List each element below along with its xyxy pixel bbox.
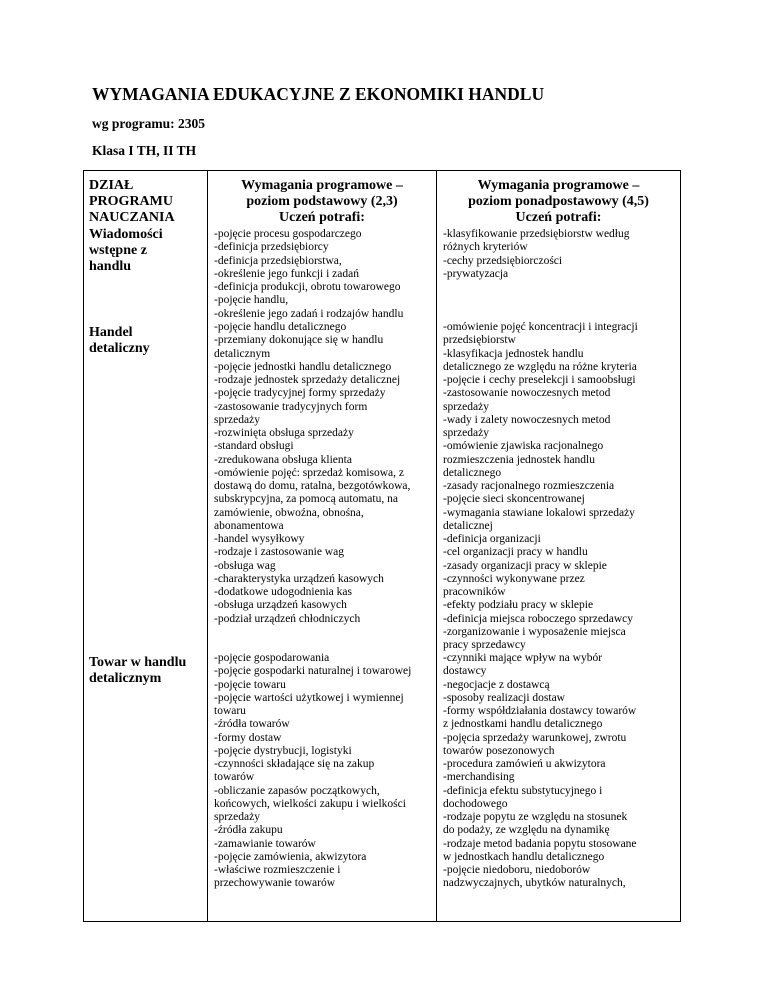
table-border-left bbox=[83, 170, 84, 922]
header-section-column: DZIAŁ PROGRAMU NAUCZANIA bbox=[89, 178, 175, 225]
table-border-bottom bbox=[83, 921, 681, 922]
requirement-item: -cel organizacji pracy w handlu bbox=[443, 546, 588, 559]
requirement-item: -standard obsługi bbox=[214, 440, 294, 453]
requirement-item: -pojęcie towaru bbox=[214, 678, 286, 691]
requirement-item: towarów posezonowych bbox=[443, 744, 555, 757]
requirement-item: -pojęcie tradycyjnej formy sprzedaży bbox=[214, 387, 386, 400]
requirement-item: towaru bbox=[214, 705, 246, 717]
requirement-item: -sposoby realizacji dostaw bbox=[443, 691, 565, 704]
requirement-item: sprzedaży bbox=[214, 413, 260, 426]
requirement-item: -zastosowanie nowoczesnych metod bbox=[443, 387, 611, 400]
basic-requirements-list bbox=[214, 652, 411, 891]
requirement-item: -obliczanie zapasów początkowych, bbox=[214, 784, 380, 797]
table-divider-col2 bbox=[436, 170, 437, 922]
requirement-item: -czynności wykonywane przez bbox=[443, 572, 585, 585]
requirement-item: -merchandising bbox=[443, 771, 515, 784]
table-divider-col1 bbox=[207, 170, 208, 922]
requirement-item: -definicja miejsca roboczego sprzedawcy bbox=[443, 612, 633, 625]
requirement-item: -źródła towarów bbox=[214, 718, 290, 731]
requirement-item: detalicznego ze względu na różne kryteria bbox=[443, 360, 637, 373]
requirement-item: przedsiębiorstw bbox=[443, 334, 516, 347]
requirement-item: -pojęcie procesu gospodarczego bbox=[214, 228, 362, 240]
advanced-requirements-list bbox=[443, 228, 630, 281]
requirement-item: -obsługa wag bbox=[214, 559, 276, 572]
requirement-item: -zorganizowanie i wyposażenie miejsca bbox=[443, 625, 626, 638]
requirement-item: zamówienie, obwoźna, obnośna, bbox=[214, 506, 364, 519]
requirement-item: -pojęcie gospodarki naturalnej i towarowej bbox=[214, 665, 412, 678]
requirement-item: sprzedaży bbox=[443, 400, 489, 413]
requirement-item: -rozwinięta obsługa sprzedaży bbox=[214, 427, 354, 439]
basic-requirements-list bbox=[214, 321, 410, 626]
header-basic-level: Wymagania programowe – poziom podstawowy (2,3) Uczeń potrafi: bbox=[241, 178, 403, 225]
requirement-item: -charakterystyka urządzeń kasowych bbox=[214, 572, 384, 585]
requirement-item: -właściwe rozmieszczenie i bbox=[214, 864, 341, 876]
requirement-item: -definicja organizacji bbox=[443, 533, 541, 545]
requirement-item: -przemiany dokonujące się w handlu bbox=[214, 334, 384, 347]
requirement-item: -określenie jego funkcji i zadań bbox=[214, 267, 359, 280]
requirement-item: -negocjacje z dostawcą bbox=[443, 678, 550, 691]
requirement-item: -podział urządzeń chłodniczych bbox=[214, 612, 361, 625]
requirement-item: -wymagania stawiane lokalowi sprzedaży bbox=[443, 506, 635, 519]
requirement-item: detalicznej bbox=[443, 519, 493, 532]
requirement-item: -cechy przedsiębiorczości bbox=[443, 254, 563, 267]
table-border-top bbox=[83, 170, 681, 171]
requirement-item: abonamentowa bbox=[214, 519, 284, 532]
requirement-item: dochodowego bbox=[443, 797, 508, 810]
requirement-item: -klasyfikowanie przedsiębiorstw według bbox=[443, 228, 630, 240]
requirement-item: końcowych, wielkości zakupu i wielkości bbox=[214, 797, 406, 810]
requirement-item: -definicja przedsiębiorstwa, bbox=[214, 254, 342, 267]
requirement-item: -dodatkowe udogodnienia kas bbox=[214, 586, 352, 598]
requirement-item: sprzedaży bbox=[443, 427, 489, 439]
requirement-item: -formy współdziałania dostawcy towarów bbox=[443, 705, 637, 717]
requirement-item: -źródła zakupu bbox=[214, 824, 283, 837]
requirement-item: -zredukowana obsługa klienta bbox=[214, 453, 352, 466]
requirement-item: różnych kryteriów bbox=[443, 241, 528, 254]
requirement-item: -zastosowanie tradycyjnych form bbox=[214, 400, 368, 413]
requirement-item: sprzedaży bbox=[214, 811, 260, 823]
requirement-item: -wady i zalety nowoczesnych metod bbox=[443, 413, 611, 426]
requirement-item: -definicja efektu substytucyjnego i bbox=[443, 784, 603, 797]
requirement-item: -czynniki mające wpływ na wybór bbox=[443, 652, 603, 664]
requirement-item: z jednostkami handlu detalicznego bbox=[443, 718, 603, 731]
requirement-item: -określenie jego zadań i rodzajów handlu bbox=[214, 307, 404, 320]
requirements-table bbox=[83, 170, 681, 922]
requirement-item: -efekty podziału pracy w sklepie bbox=[443, 599, 594, 612]
requirement-item: -obsługa urządzeń kasowych bbox=[214, 599, 347, 612]
requirement-item: -rodzaje jednostek sprzedaży detalicznej bbox=[214, 374, 401, 386]
requirement-item: subskrypcyjna, za pomocą automatu, na bbox=[214, 493, 398, 506]
requirement-item: -pojęcie sieci skoncentrowanej bbox=[443, 493, 585, 506]
requirement-item: detalicznym bbox=[214, 347, 271, 360]
section-label: Wiadomości wstępne z handlu bbox=[89, 227, 163, 274]
requirement-item: dostawcy bbox=[443, 665, 487, 678]
requirement-item: -pojęcie gospodarowania bbox=[214, 652, 330, 664]
requirement-item: -rodzaje i zastosowanie wag bbox=[214, 546, 344, 559]
advanced-requirements-list bbox=[443, 652, 637, 891]
requirement-item: -omówienie zjawiska racjonalnego bbox=[443, 440, 604, 453]
requirement-item: -pojęcie niedoboru, niedoborów bbox=[443, 864, 591, 876]
requirement-item: -pojęcie i cechy preselekcji i samoobsługi bbox=[443, 374, 636, 386]
requirement-item: do podaży, ze względu na dynamikę bbox=[443, 824, 610, 837]
requirement-item: -rodzaje metod badania popytu stosowane bbox=[443, 837, 637, 850]
requirement-item: -czynności składające się na zakup bbox=[214, 758, 375, 770]
document-title: WYMAGANIA EDUKACYJNE Z EKONOMIKI HANDLU bbox=[92, 84, 545, 104]
requirement-item: -pojęcie zamówienia, akwizytora bbox=[214, 850, 367, 863]
requirement-item: -omówienie pojęć: sprzedaż komisowa, z bbox=[214, 466, 405, 479]
requirement-item: -pojęcie handlu, bbox=[214, 294, 289, 307]
requirement-item: -zamawianie towarów bbox=[214, 837, 316, 850]
requirement-item: -zasady racjonalnego rozmieszczenia bbox=[443, 480, 615, 492]
requirement-item: towarów bbox=[214, 771, 255, 784]
requirement-item: dostawą do domu, ratalna, bezgotówkowa, bbox=[214, 480, 411, 492]
requirement-item: -pojęcia sprzedaży warunkowej, zwrotu bbox=[443, 731, 627, 744]
requirement-item: -zasady organizacji pracy w sklepie bbox=[443, 559, 607, 572]
requirement-item: nadzwyczajnych, ubytków naturalnych, bbox=[443, 877, 626, 890]
requirement-item: -rodzaje popytu ze względu na stosunek bbox=[443, 811, 628, 823]
basic-requirements-list bbox=[214, 228, 403, 321]
requirement-item: przechowywanie towarów bbox=[214, 877, 336, 890]
requirement-item: -definicja przedsiębiorcy bbox=[214, 241, 329, 254]
requirement-item: pracowników bbox=[443, 586, 506, 598]
requirement-item: rozmieszczenia jednostek handlu bbox=[443, 453, 595, 466]
requirement-item: -procedura zamówień u akwizytora bbox=[443, 758, 606, 770]
requirement-item: -definicja produkcji, obrotu towarowego bbox=[214, 281, 401, 293]
requirement-item: detalicznego bbox=[443, 466, 502, 479]
requirement-item: -omówienie pojęć koncentracji i integracji bbox=[443, 321, 638, 333]
requirement-item: -handel wysyłkowy bbox=[214, 533, 305, 545]
requirement-item: w jednostkach handlu detalicznego bbox=[443, 850, 605, 863]
requirement-item: -prywatyzacja bbox=[443, 267, 509, 280]
requirement-item: -pojęcie handlu detalicznego bbox=[214, 321, 347, 333]
program-line: wg programu: 2305 bbox=[92, 116, 205, 131]
requirement-item: pracy sprzedawcy bbox=[443, 639, 526, 651]
requirement-item: -klasyfikacja jednostek handlu bbox=[443, 347, 584, 360]
requirement-item: -pojęcie dystrybucji, logistyki bbox=[214, 744, 352, 757]
header-advanced-level: Wymagania programowe – poziom ponadpostawowy (4,5) Uczeń potrafi: bbox=[468, 178, 649, 225]
requirement-item: -pojęcie wartości użytkowej i wymiennej bbox=[214, 691, 404, 704]
requirement-item: -formy dostaw bbox=[214, 731, 282, 744]
table-border-right bbox=[680, 170, 681, 922]
requirement-item: -pojęcie jednostki handlu detalicznego bbox=[214, 360, 392, 373]
section-label: Handel detaliczny bbox=[89, 325, 150, 356]
class-line: Klasa I TH, II TH bbox=[92, 143, 197, 158]
advanced-requirements-list bbox=[443, 321, 638, 652]
section-label: Towar w handlu detalicznym bbox=[89, 655, 187, 686]
